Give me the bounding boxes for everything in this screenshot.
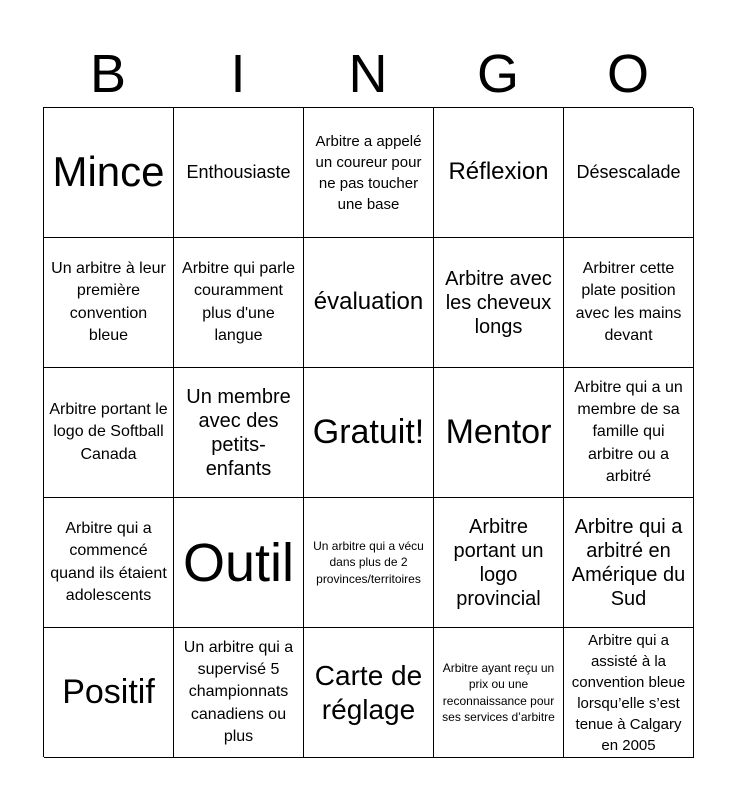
header-letter-o: O	[606, 44, 649, 104]
bingo-cell free-space[interactable]: Gratuit!	[304, 368, 434, 498]
bingo-cell[interactable]: Enthousiaste	[174, 108, 304, 238]
bingo-cell[interactable]: Arbitre qui a commencé quand ils étaient adolescents	[44, 498, 174, 628]
bingo-cell[interactable]: Un membre avec des petits-enfants	[174, 368, 304, 498]
bingo-cell[interactable]: Réflexion	[434, 108, 564, 238]
header-letter-i: I	[230, 44, 246, 104]
bingo-cell[interactable]: Arbitrer cette plate position avec les mains devant	[564, 238, 694, 368]
bingo-cell[interactable]: Mince	[44, 108, 174, 238]
bingo-cell[interactable]: Arbitre ayant reçu un prix ou une reconnaissance pour ses services d’arbitre	[434, 628, 564, 758]
bingo-cell[interactable]: Arbitre qui a assisté à la convention bleue lorsqu’elle s’est tenue à Calgary en 2005	[564, 628, 694, 758]
bingo-cell[interactable]: évaluation	[304, 238, 434, 368]
header-letter-n: N	[348, 44, 388, 104]
bingo-board	[43, 107, 693, 757]
bingo-header	[43, 38, 693, 110]
header-letter-b: B	[89, 44, 127, 104]
bingo-cell[interactable]: Outil	[174, 498, 304, 628]
bingo-cell[interactable]: Arbitre portant le logo de Softball Canada	[44, 368, 174, 498]
bingo-cell[interactable]: Arbitre qui a un membre de sa famille qui arbitre ou a arbitré	[564, 368, 694, 498]
bingo-cell[interactable]: Arbitre a appelé un coureur pour ne pas toucher une base	[304, 108, 434, 238]
bingo-cell[interactable]: Positif	[44, 628, 174, 758]
bingo-cell[interactable]: Désescalade	[564, 108, 694, 238]
bingo-cell[interactable]: Un arbitre à leur première convention bleue	[44, 238, 174, 368]
bingo-cell[interactable]: Arbitre qui a arbitré en Amérique du Sud	[564, 498, 694, 628]
bingo-cell[interactable]: Carte de réglage	[304, 628, 434, 758]
bingo-cell[interactable]: Arbitre qui parle couramment plus d'une langue	[174, 238, 304, 368]
bingo-cell[interactable]: Un arbitre qui a vécu dans plus de 2 provinces/territoires	[304, 498, 434, 628]
header-letter-g: G	[476, 44, 519, 104]
bingo-cell[interactable]: Un arbitre qui a supervisé 5 championnats canadiens ou plus	[174, 628, 304, 758]
bingo-cell[interactable]: Mentor	[434, 368, 564, 498]
bingo-cell[interactable]: Arbitre portant un logo provincial	[434, 498, 564, 628]
bingo-cell[interactable]: Arbitre avec les cheveux longs	[434, 238, 564, 368]
